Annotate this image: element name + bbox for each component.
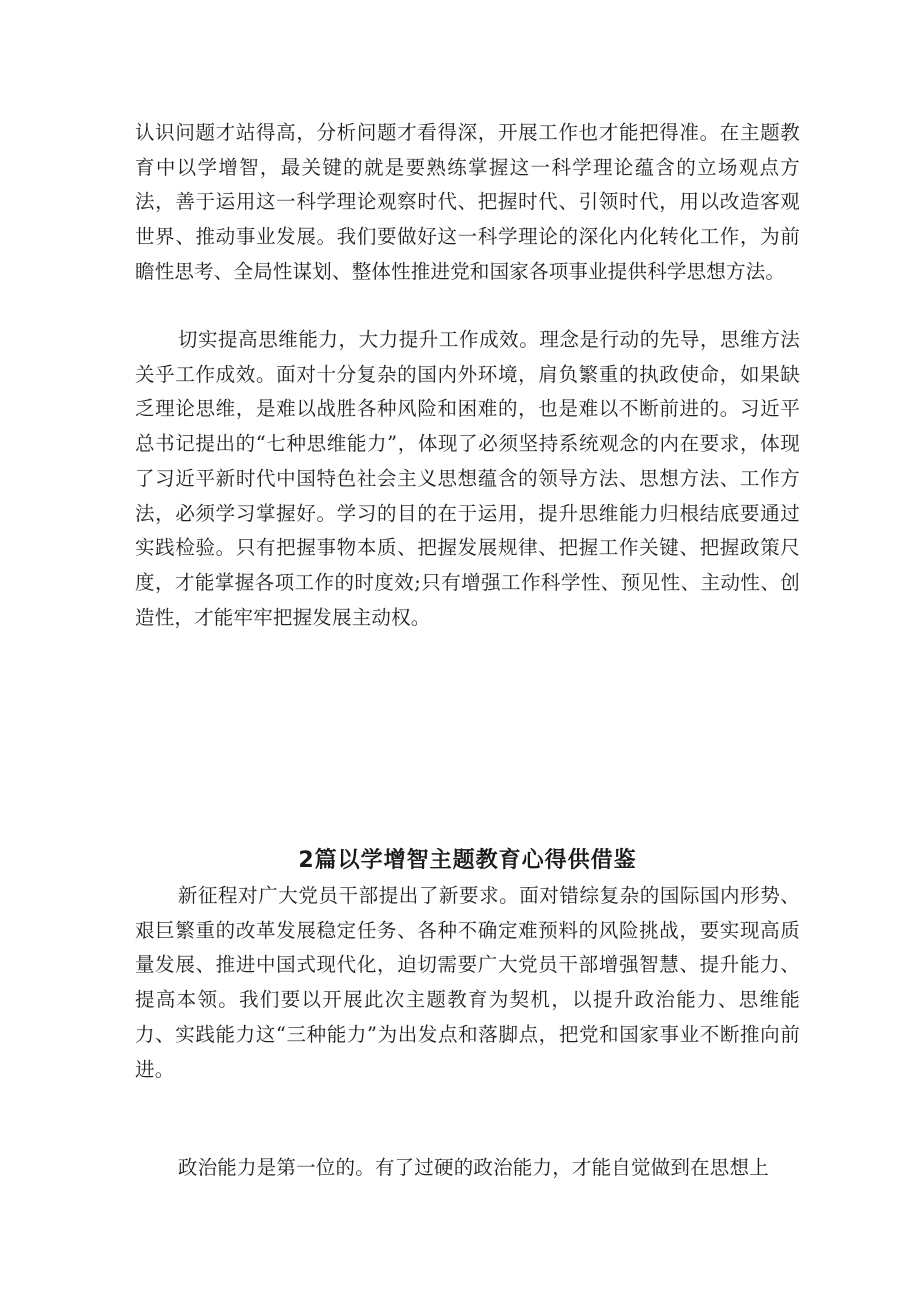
paragraph-1: 认识问题才站得高，分析问题才看得深，开展工作也才能把得准。在主题教育中以学增智，最关键的就是要熟练掌握这一科学理论蕴含的立场观点方法，善于运用这一科学理论观察时代、把握时代、引领时代，用以改造客观世界、推动事业发展。我们要做好这一科学理论的深化内化转化工作，为前瞻性思考、全局性谋划、整体性推进党和国家各项事业提供科学思想方法。 [135,121,800,283]
paragraph-4: 政治能力是第一位的。有了过硬的政治能力，才能自觉做到在思想上 [177,1156,769,1179]
section-heading: 2篇以学增智主题教育心得供借鉴 [298,848,637,873]
paragraph-3: 新征程对广大党员干部提出了新要求。面对错综复杂的国际国内形势、艰巨繁重的改革发展稳定任务、各种不确定难预料的风险挑战，要实现高质量发展、推进中国式现代化，迫切需要广大党员干部增强智慧、提升能力、提高本领。我们要以开展此次主题教育为契机，以提升政治能力、思维能力、实践能力这“三种能力”为出发点和落脚点，把党和国家事业不断推向前进。 [135,884,800,1081]
paragraph-2: 切实提高思维能力，大力提升工作成效。理念是行动的先导，思维方法关乎工作成效。面对十分复杂的国内外环境，肩负繁重的执政使命，如果缺乏理论思维，是难以战胜各种风险和困难的，也是难以不断前进的。习近平总书记提出的“七种思维能力”，体现了必须坚持系统观念的内在要求，体现了习近平新时代中国特色社会主义思想蕴含的领导方法、思想方法、工作方法，必须学习掌握好。学习的目的在于运用，提升思维能力归根结底要通过实践检验。只有把握事物本质、把握发展规律、把握工作关键、把握政策尺度，才能掌握各项工作的时度效;只有增强工作科学性、预见性、主动性、创造性，才能牢牢把握发展主动权。 [135,328,800,629]
